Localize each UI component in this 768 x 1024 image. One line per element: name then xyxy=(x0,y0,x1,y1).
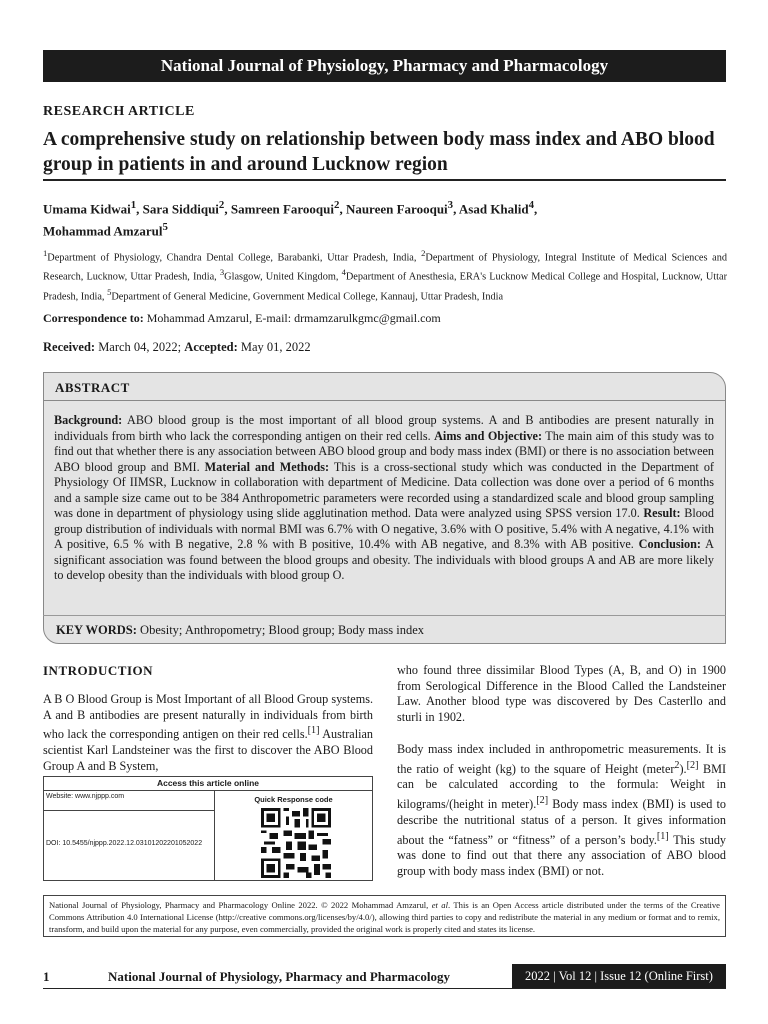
superscript: 2 xyxy=(674,759,680,771)
article-type: RESEARCH ARTICLE xyxy=(43,104,195,119)
accepted-date: May 01, 2022 xyxy=(237,340,311,354)
accepted-label: Accepted: xyxy=(184,340,238,354)
license-etal: et al xyxy=(431,900,448,910)
bmi-text: Body mass index (BMI) is used to describe the nutritional status of a person. It gives information about the “fatness” or “fitness” of a person’s body. xyxy=(397,797,727,847)
author-name[interactable]: Sara Siddiqui xyxy=(142,201,219,217)
methods-text: This is a cross-sectional study which was conducted in the Department of Physiology Of IIMSR, Lucknow in collaboration with department of Medicine. Data collection was done over a period of 6 months and a sample size came out to be 384 Anthropometric parameters were recorded using a standardized scale and blood group sampling was done in department of physiology using slide agglutination method. Data were analyzed using SPSS version 17.0. xyxy=(54,459,714,520)
conclusion-text: A significant association was found between the blood groups and obesity. The individuals with blood groups A and AB are more likely to develop obesity than the individuals with blood group O. xyxy=(54,537,714,582)
methods-label: Material and Methods: xyxy=(204,459,330,474)
background-text: ABO blood group is the most important of all blood group systems. A and B antibodies are present naturally in individuals from birth who lack the corresponding antigen on their red cells. xyxy=(54,413,714,443)
affiliation-text: Department of Physiology, Chandra Dental College, Barabanki, Uttar Pradesh, India, xyxy=(47,252,422,264)
bmi-paragraph xyxy=(397,742,726,880)
footer-issue-badge: 2022 | Vol 12 | Issue 12 (Online First) xyxy=(512,964,726,988)
qr-code-icon[interactable] xyxy=(261,808,331,878)
author-affil-sup: 2 xyxy=(334,199,340,211)
title-divider xyxy=(43,179,726,181)
result-label: Result: xyxy=(643,506,681,520)
author-affil-sup: 4 xyxy=(528,199,535,211)
correspondence-text[interactable]: Mohammad Amzarul, E-mail: drmamzarulkgmc@gmail.com xyxy=(143,311,441,325)
access-row-divider xyxy=(43,810,214,811)
affiliation-text: Glasgow, United Kingdom, xyxy=(224,271,342,283)
author-affil-sup: 3 xyxy=(447,199,454,211)
abstract-body xyxy=(54,413,714,584)
qr-label: Quick Response code xyxy=(254,795,333,804)
license-text: . This is an Open Access article distributed under the terms of the Creative Commons Attribution 4.0 International License (http://creative commons.org/licenses/by/4.0/), allowing third parties to copy and redistribute the material in any medium or format and to remix, transform, and build upon the material for any purpose, even commercially, provided the original work is properly cited and states its license. xyxy=(49,900,720,934)
doi-link[interactable]: DOI: 10.5455/njppp.2022.12.03101202201052022 xyxy=(46,840,203,847)
author-name[interactable]: Mohammad Amzarul xyxy=(43,223,163,239)
citation-ref[interactable]: [1] xyxy=(656,830,669,842)
keywords-label: KEY WORDS: xyxy=(56,623,137,637)
footer-journal: National Journal of Physiology, Pharmacy and Pharmacology xyxy=(108,969,450,984)
access-title: Access this article online xyxy=(43,776,373,791)
result-text: Blood group distribution of individuals with normal BMI was 6.7% with O negative, 3.6% with O positive, 5.4% with A negative, 4.1% with A positive, 6.5 % with B negative, 2.8 % with B positive, 10.4% with AB negative, and 8.3% with AB positive. xyxy=(54,506,714,551)
aims-text: The main aim of this study was to find out that whether there is any association between ABO blood group and body mass index (BMI) or there is no association between ABO blood group and BMI. xyxy=(54,428,715,474)
correspondence xyxy=(43,311,441,326)
author-name[interactable]: Samreen Farooqui xyxy=(230,201,335,217)
access-divider xyxy=(214,791,215,881)
received-date: March 04, 2022; xyxy=(95,340,185,354)
intro-paragraph xyxy=(43,692,373,775)
affil-sup: 2 xyxy=(421,248,426,258)
author-affil-sup: 5 xyxy=(162,221,168,234)
introduction-heading: INTRODUCTION xyxy=(43,663,154,678)
author-affil-sup: 2 xyxy=(218,199,225,211)
author-name[interactable]: Naureen Farooqui xyxy=(345,201,448,217)
background-label: Background: xyxy=(54,413,123,427)
bmi-text: ). xyxy=(679,761,687,776)
bmi-text: Body mass index included in anthropometric measurements. It is the ratio of weight (kg) to the square of Height (meter xyxy=(397,742,726,776)
affiliations xyxy=(43,246,727,304)
affil-sup: 5 xyxy=(107,286,112,297)
keywords xyxy=(56,623,424,638)
citation-ref[interactable]: [1] xyxy=(307,725,320,737)
intro-text: Australian scientist Karl Landsteiner was the first to discover the ABO Blood Group A and B System, xyxy=(43,727,373,773)
conclusion-label: Conclusion: xyxy=(638,537,701,551)
affiliation-text: Department of Physiology, Integral Institute of Medical Sciences and Research, Lucknow, Uttar Pradesh, India, xyxy=(43,252,727,283)
footer-divider xyxy=(43,988,726,989)
intro-text: A B O Blood Group is Most Important of all Blood Group systems. A and B antibodies are present naturally in individuals from birth who lack the corresponding antigen on their red cells. xyxy=(43,692,373,742)
keywords-text: Obesity; Anthropometry; Blood group; Body mass index xyxy=(136,623,425,637)
received-label: Received: xyxy=(43,340,96,354)
aims-label: Aims and Objective: xyxy=(434,428,543,443)
affil-sup: 1 xyxy=(43,248,48,258)
keywords-divider xyxy=(43,615,726,616)
journal-banner: National Journal of Physiology, Pharmacy and Pharmacology xyxy=(43,50,726,82)
affiliation-text: Department of Anesthesia, ERA's Lucknow Medical College and Hospital, Lucknow, Uttar Pradesh, India, xyxy=(43,271,727,303)
affil-sup: 3 xyxy=(219,267,225,278)
affiliation-text: Department of General Medicine, Government Medical College, Kannauj, Uttar Pradesh, India xyxy=(111,291,504,303)
intro-paragraph-col2: who found three dissimilar Blood Types (A, B, and O) in 1900 from Serological Difference in the Blood Called the Landsteiner Law. Another blood type was discovered by Des Casterllo and sturli in 1902. xyxy=(397,663,726,725)
website-link[interactable]: Website: www.njppp.com xyxy=(46,793,125,800)
correspondence-label: Correspondence to: xyxy=(43,311,144,325)
article-dates xyxy=(43,340,311,355)
author-name[interactable]: Asad Khalid xyxy=(458,201,529,217)
citation-ref[interactable]: [2] xyxy=(686,759,699,771)
author-list: Umama Kidwai$^1$, Sara Siddiqui$^2$, Samreen Farooqui$^2$, Naureen Farooqui$^3$, Asad Khalid$^4$, Mohammad Amzarul$^5$ xyxy=(43,199,538,239)
author-name[interactable]: Umama Kidwai xyxy=(43,201,131,217)
abstract-heading: ABSTRACT xyxy=(55,380,130,395)
page-number: 1 xyxy=(43,969,50,984)
citation-ref[interactable]: [2] xyxy=(536,795,549,807)
license-notice xyxy=(43,895,726,937)
license-text: National Journal of Physiology, Pharmacy and Pharmacology Online 2022. © 2022 Mohammad Amzarul, xyxy=(49,900,432,910)
bmi-text: This study was done to find out that there any association of ABO blood group with body mass index (BMI) or not. xyxy=(397,832,727,879)
abstract-divider xyxy=(43,400,726,401)
article-title: A comprehensive study on relationship between body mass index and ABO blood group in patients in and around Lucknow region xyxy=(43,129,715,175)
bmi-text: BMI can be calculated according to the formula: Weight in kilograms/(height in meter). xyxy=(397,761,727,812)
author-affil-sup: 1 xyxy=(130,199,137,211)
affil-sup: 4 xyxy=(341,267,346,278)
